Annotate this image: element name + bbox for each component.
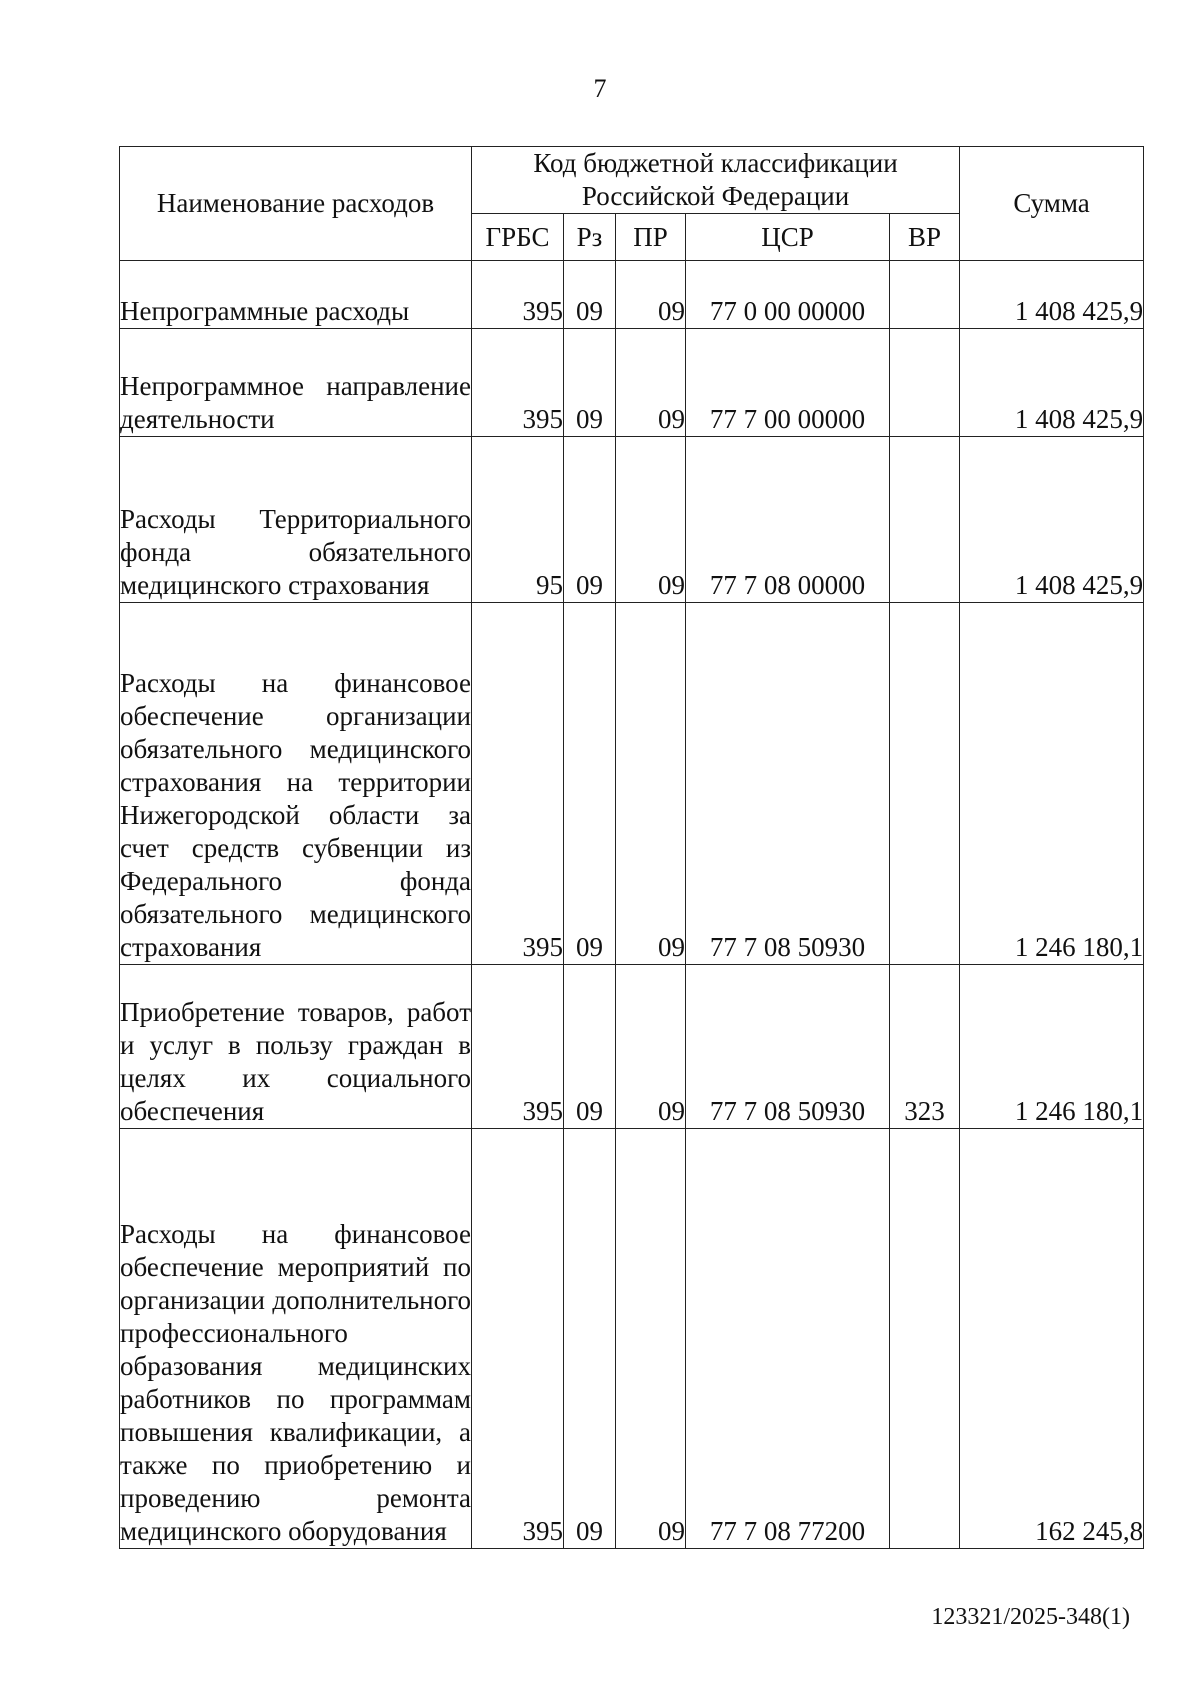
- header-csr: ЦСР: [686, 214, 890, 261]
- row-name: Расходы на финансовое обеспечение организации обязательного медицинского страхования на территории Нижегородской области за счет средств субвенции из Федерального фонда обязательного медицинского страхования: [120, 603, 472, 965]
- row-vr: [890, 1129, 960, 1549]
- row-name: Приобретение товаров, работ и услуг в пользу граждан в целях их социального обеспечения: [120, 965, 472, 1129]
- header-vr: ВР: [890, 214, 960, 261]
- row-sum: 1 246 180,1: [960, 603, 1144, 965]
- row-grbs: 395: [472, 965, 564, 1129]
- row-csr: 77 7 08 77200: [686, 1129, 890, 1549]
- row-grbs: 395: [472, 261, 564, 329]
- page-number: 7: [593, 74, 607, 103]
- row-csr: 77 7 08 00000: [686, 437, 890, 603]
- row-sum: 162 245,8: [960, 1129, 1144, 1549]
- row-rz: 09: [564, 261, 616, 329]
- row-vr: [890, 261, 960, 329]
- row-name: Расходы на финансовое обеспечение мероприятий по организации дополнительного профессионального образования медицинских работников по программам повышения квалификации, а также по приобретению и проведению ремонта медицинского оборудования: [120, 1129, 472, 1549]
- row-name: Расходы Территориального фонда обязательного медицинского страхования: [120, 437, 472, 603]
- row-pr: 09: [616, 329, 686, 437]
- row-vr: [890, 437, 960, 603]
- table-row: [120, 437, 1144, 603]
- row-name: Непрограммные расходы: [120, 261, 472, 329]
- table-row: [120, 965, 1144, 1129]
- row-rz: 09: [564, 437, 616, 603]
- header-sum: Сумма: [960, 147, 1144, 261]
- table-row: [120, 261, 1144, 329]
- row-vr: 323: [890, 965, 960, 1129]
- row-pr: 09: [616, 261, 686, 329]
- budget-table: [119, 146, 1144, 1549]
- row-sum: 1 408 425,9: [960, 437, 1144, 603]
- header-pr: ПР: [616, 214, 686, 261]
- row-csr: 77 7 00 00000: [686, 329, 890, 437]
- table-row: [120, 603, 1144, 965]
- row-pr: 09: [616, 1129, 686, 1549]
- row-grbs: 395: [472, 1129, 564, 1549]
- row-rz: 09: [564, 603, 616, 965]
- table-row: [120, 329, 1144, 437]
- row-vr: [890, 329, 960, 437]
- row-sum: 1 408 425,9: [960, 329, 1144, 437]
- row-csr: 77 7 08 50930: [686, 965, 890, 1129]
- header-grbs: ГРБС: [472, 214, 564, 261]
- row-rz: 09: [564, 1129, 616, 1549]
- header-rz: Рз: [564, 214, 616, 261]
- document-code: 123321/2025-348(1): [931, 1604, 1130, 1630]
- row-sum: 1 246 180,1: [960, 965, 1144, 1129]
- row-pr: 09: [616, 965, 686, 1129]
- row-pr: 09: [616, 603, 686, 965]
- row-rz: 09: [564, 965, 616, 1129]
- table-row: [120, 1129, 1144, 1549]
- row-name: Непрограммное направление деятельности: [120, 329, 472, 437]
- row-csr: 77 7 08 50930: [686, 603, 890, 965]
- row-pr: 09: [616, 437, 686, 603]
- row-csr: 77 0 00 00000: [686, 261, 890, 329]
- row-rz: 09: [564, 329, 616, 437]
- header-code-group: Код бюджетной классификации Российской Федерации: [472, 147, 960, 214]
- row-vr: [890, 603, 960, 965]
- row-grbs: 95: [472, 437, 564, 603]
- header-name: Наименование расходов: [120, 147, 472, 261]
- row-sum: 1 408 425,9: [960, 261, 1144, 329]
- row-grbs: 395: [472, 603, 564, 965]
- row-grbs: 395: [472, 329, 564, 437]
